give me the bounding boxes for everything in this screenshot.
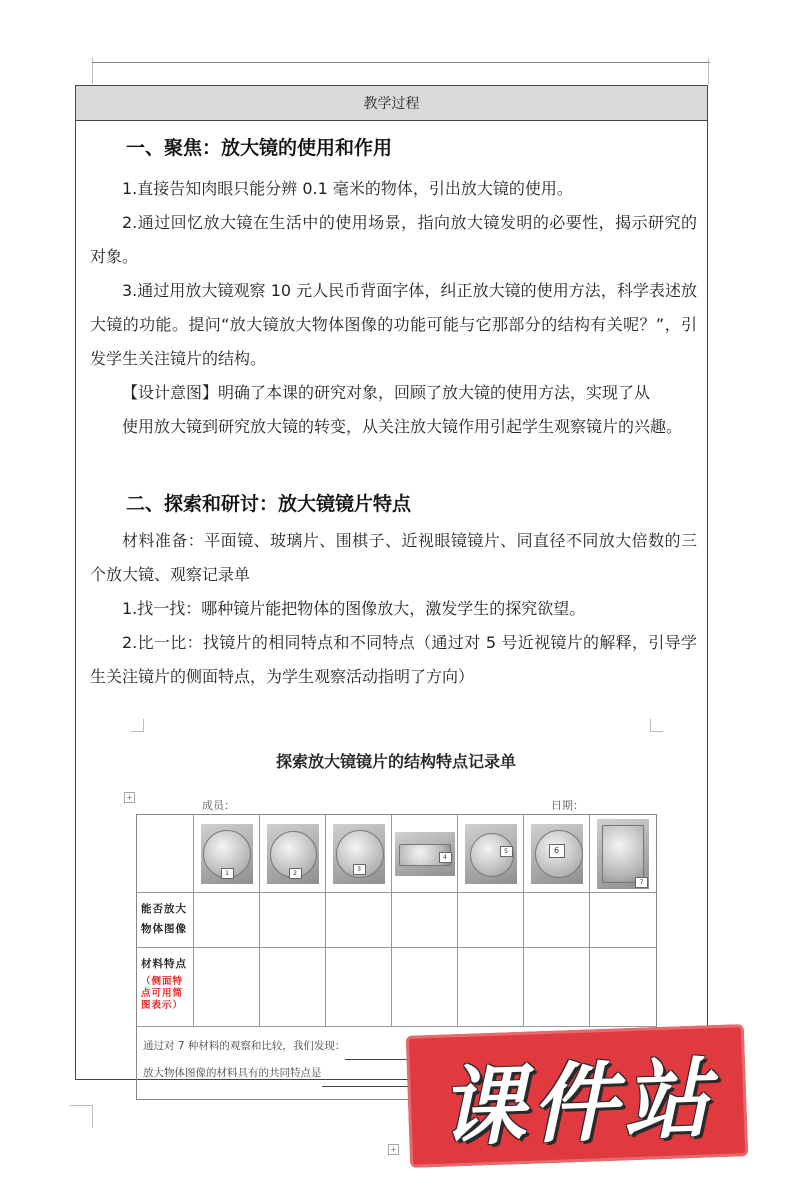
design-intent-line: 【设计意图】明确了本课的研究对象，回顾了放大镜的使用方法，实现了从	[122, 383, 651, 402]
paragraph: 2.通过回忆放大镜在生活中的使用场景，指向放大镜发明的必要性，揭示研究的对象。	[90, 213, 697, 266]
sample-tag: 3	[353, 864, 366, 875]
watermark-stamp	[406, 1024, 748, 1168]
row-label-features	[137, 948, 194, 1026]
sample-cell	[194, 815, 260, 892]
row-label-magnify: 能否放大物体图像	[137, 893, 194, 947]
sample-cell	[260, 815, 326, 892]
sample-photo-flat-mirror	[597, 819, 649, 889]
sample-image-row	[137, 815, 656, 893]
record-sheet-title: 探索放大镜镜片的结构特点记录单	[275, 752, 516, 771]
features-note: （侧面特点可用简图表示）	[141, 976, 184, 1011]
sample-photo-go-stone	[333, 824, 385, 884]
paragraph: 2.比一比：找镜片的相同特点和不同特点（通过对 5 号近视镜片的解释，引导学生关注镜片的侧面特点，为学生观察活动指明了方向）	[90, 633, 697, 686]
answer-cell[interactable]	[524, 893, 590, 947]
sample-photo-myopia-lens	[465, 824, 517, 884]
sample-tag: 4	[439, 852, 452, 863]
answer-cell[interactable]	[260, 948, 326, 1026]
section-heading: 二、探索和研讨：放大镜镜片特点	[126, 493, 412, 515]
sample-cell	[524, 815, 590, 892]
features-label: 材料特点	[141, 958, 187, 970]
sample-photo-glass	[267, 824, 319, 884]
answer-cell[interactable]	[392, 948, 458, 1026]
table-header: 教学过程	[76, 86, 707, 121]
page-top-rule	[92, 62, 710, 63]
answer-cell[interactable]	[326, 893, 392, 947]
answer-cell[interactable]	[194, 948, 260, 1026]
features-row	[137, 948, 656, 1027]
answer-cell[interactable]	[392, 893, 458, 947]
page-corner-mark	[70, 1105, 93, 1128]
conclusion-text: 通过对 7 种材料的观察和比较，我们发现：	[143, 1040, 346, 1052]
design-intent-text: 使用放大镜到研究放大镜的转变，从关注放大镜作用引起学生观察镜片的兴趣。	[122, 417, 683, 436]
conclusion-text: 放大物体图像的材料具有的共同特点是	[143, 1067, 322, 1079]
answer-cell[interactable]	[590, 893, 656, 947]
paragraph: 1.直接告知肉眼只能分辨 0.1 毫米的物体，引出放大镜的使用。	[122, 179, 573, 198]
sample-cell	[590, 815, 656, 892]
answer-cell[interactable]	[590, 948, 656, 1026]
image-corner-mark	[131, 719, 144, 732]
image-corner-mark	[650, 719, 663, 732]
sample-tag: 2	[289, 868, 302, 879]
sample-cell	[392, 815, 458, 892]
section-heading: 一、聚焦：放大镜的使用和作用	[126, 137, 393, 159]
empty-cell	[137, 815, 194, 892]
sample-tag: 7	[635, 877, 648, 888]
row-add-handle[interactable]: +	[388, 1144, 399, 1155]
sample-cell	[458, 815, 524, 892]
table-move-handle[interactable]: +	[124, 792, 135, 803]
answer-cell[interactable]	[194, 893, 260, 947]
sample-tag: 5	[500, 846, 513, 857]
sample-tag: 1	[221, 868, 234, 879]
answer-cell[interactable]	[326, 948, 392, 1026]
sample-cell	[326, 815, 392, 892]
answer-cell[interactable]	[260, 893, 326, 947]
page-corner-mark	[70, 58, 93, 84]
members-label: 成员：	[202, 799, 235, 812]
answer-cell[interactable]	[458, 948, 524, 1026]
answer-cell[interactable]	[458, 893, 524, 947]
page-corner-mark	[708, 58, 731, 84]
sample-photo-mirror	[201, 824, 253, 884]
sample-photo-magnifier	[531, 824, 583, 884]
date-label: 日期：	[551, 799, 584, 812]
sample-photo-glass-slide	[395, 832, 455, 876]
paragraph: 1.找一找：哪种镜片能把物体的图像放大，激发学生的探究欲望。	[122, 599, 586, 618]
paragraph: 材料准备：平面镜、玻璃片、围棋子、近视眼镜镜片、同直径不同放大倍数的三个放大镜、观察记录单	[90, 531, 697, 584]
magnify-row	[137, 893, 656, 948]
answer-cell[interactable]	[524, 948, 590, 1026]
sample-tag: 6	[549, 844, 565, 858]
watermark-text: 课件站	[437, 1049, 717, 1159]
paragraph: 3.通过用放大镜观察 10 元人民币背面字体，纠正放大镜的使用方法，科学表述放大镜的功能。提问“放大镜放大物体图像的功能可能与它那部分的结构有关呢？”，引发学生关注镜片的结构。	[90, 281, 697, 368]
